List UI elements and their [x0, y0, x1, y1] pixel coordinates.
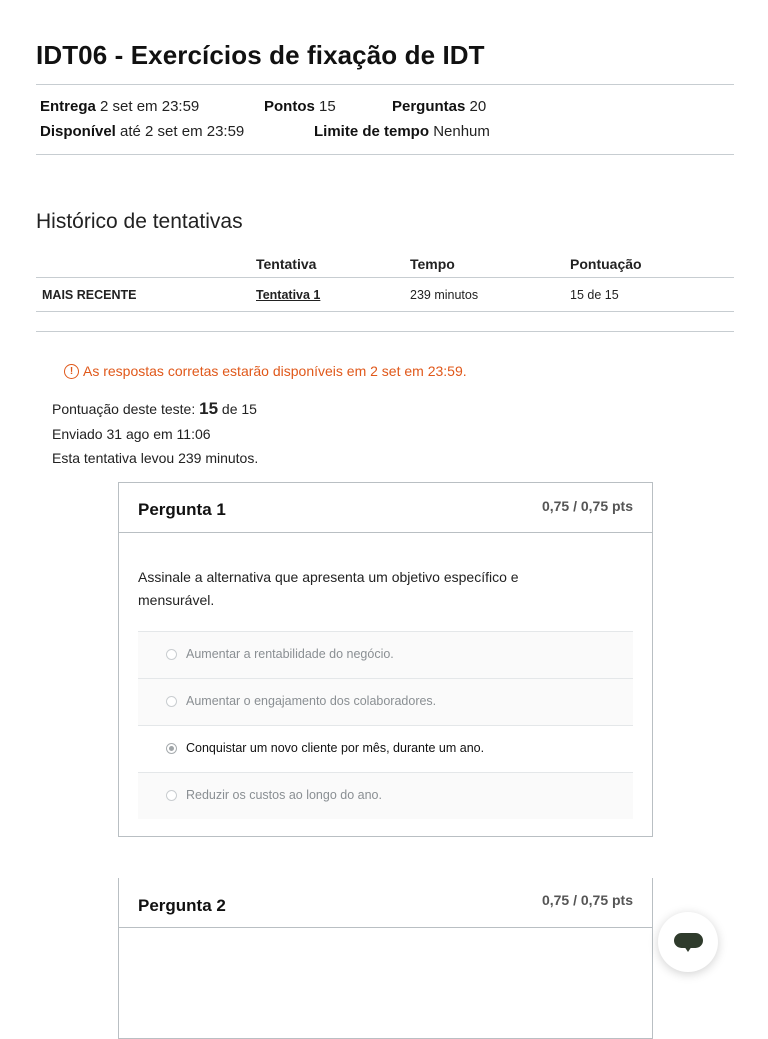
- radio-button[interactable]: [166, 649, 177, 660]
- score-suffix: de 15: [221, 401, 257, 417]
- submitted-text: Enviado 31 ago em 11:06: [52, 426, 211, 442]
- answer-text: Aumentar a rentabilidade do negócio.: [186, 647, 394, 661]
- row-time: 239 minutos: [410, 288, 479, 302]
- duration-text: Esta tentativa levou 239 minutos.: [52, 450, 259, 466]
- col-pontuacao: Pontuação: [570, 256, 642, 272]
- answer-text: Reduzir os custos ao longo do ano.: [186, 788, 382, 802]
- score-value: 15: [199, 399, 219, 418]
- meta-limite: Limite de tempo Nenhum: [314, 123, 490, 140]
- answer-list: [138, 631, 633, 819]
- question-points: 0,75 / 0,75 pts: [541, 498, 633, 514]
- col-tentativa: Tentativa: [256, 256, 317, 272]
- meta-perguntas: Perguntas 20: [392, 98, 487, 115]
- question-text: Assinale a alternativa que apresenta um objetivo específico e mensurável.: [138, 569, 519, 608]
- question-header: [119, 878, 652, 928]
- history-header-divider: [36, 277, 734, 278]
- answer-text: Conquistar um novo cliente por mês, durante um ano.: [186, 741, 485, 755]
- score-prefix: Pontuação deste teste:: [52, 401, 196, 417]
- question-card-1: [118, 482, 653, 837]
- radio-button[interactable]: [166, 696, 177, 707]
- radio-button-selected[interactable]: [166, 743, 177, 754]
- chat-button[interactable]: [658, 912, 718, 972]
- meta-divider: [36, 154, 734, 155]
- radio-button[interactable]: [166, 790, 177, 801]
- meta-pontos: Pontos 15: [264, 98, 336, 115]
- attempt-link[interactable]: Tentativa 1: [256, 288, 321, 302]
- answer-text: Aumentar o engajamento dos colaboradores.: [186, 694, 437, 708]
- warning-circle-icon: !: [64, 364, 79, 379]
- history-title: Histórico de tentativas: [36, 210, 243, 233]
- chat-bubble-tail: [684, 946, 692, 952]
- answer-option[interactable]: [138, 678, 633, 725]
- row-score: 15 de 15: [570, 288, 619, 302]
- question-points: 0,75 / 0,75 pts: [541, 892, 633, 908]
- score-summary: [52, 399, 257, 419]
- row-label: MAIS RECENTE: [42, 288, 137, 302]
- answer-option[interactable]: [138, 772, 633, 819]
- warning-message: [64, 363, 467, 379]
- question-header: [119, 483, 652, 533]
- warning-text: As respostas corretas estarão disponíveis em 2 set em 23:59.: [83, 363, 467, 379]
- answer-option[interactable]: [138, 631, 633, 678]
- page-title: IDT06 - Exercícios de fixação de IDT: [36, 40, 485, 70]
- meta-entrega: Entrega 2 set em 23:59: [40, 98, 200, 115]
- history-bottom-divider: [36, 331, 734, 332]
- col-tempo: Tempo: [410, 256, 455, 272]
- question-card-2: [118, 878, 653, 1039]
- answer-option-selected[interactable]: [138, 725, 633, 772]
- meta-disponivel: Disponível até 2 set em 23:59: [40, 123, 245, 140]
- question-title: Pergunta 1: [138, 500, 226, 519]
- question-title: Pergunta 2: [138, 896, 226, 915]
- history-row-divider: [36, 311, 734, 312]
- title-divider: [36, 84, 734, 85]
